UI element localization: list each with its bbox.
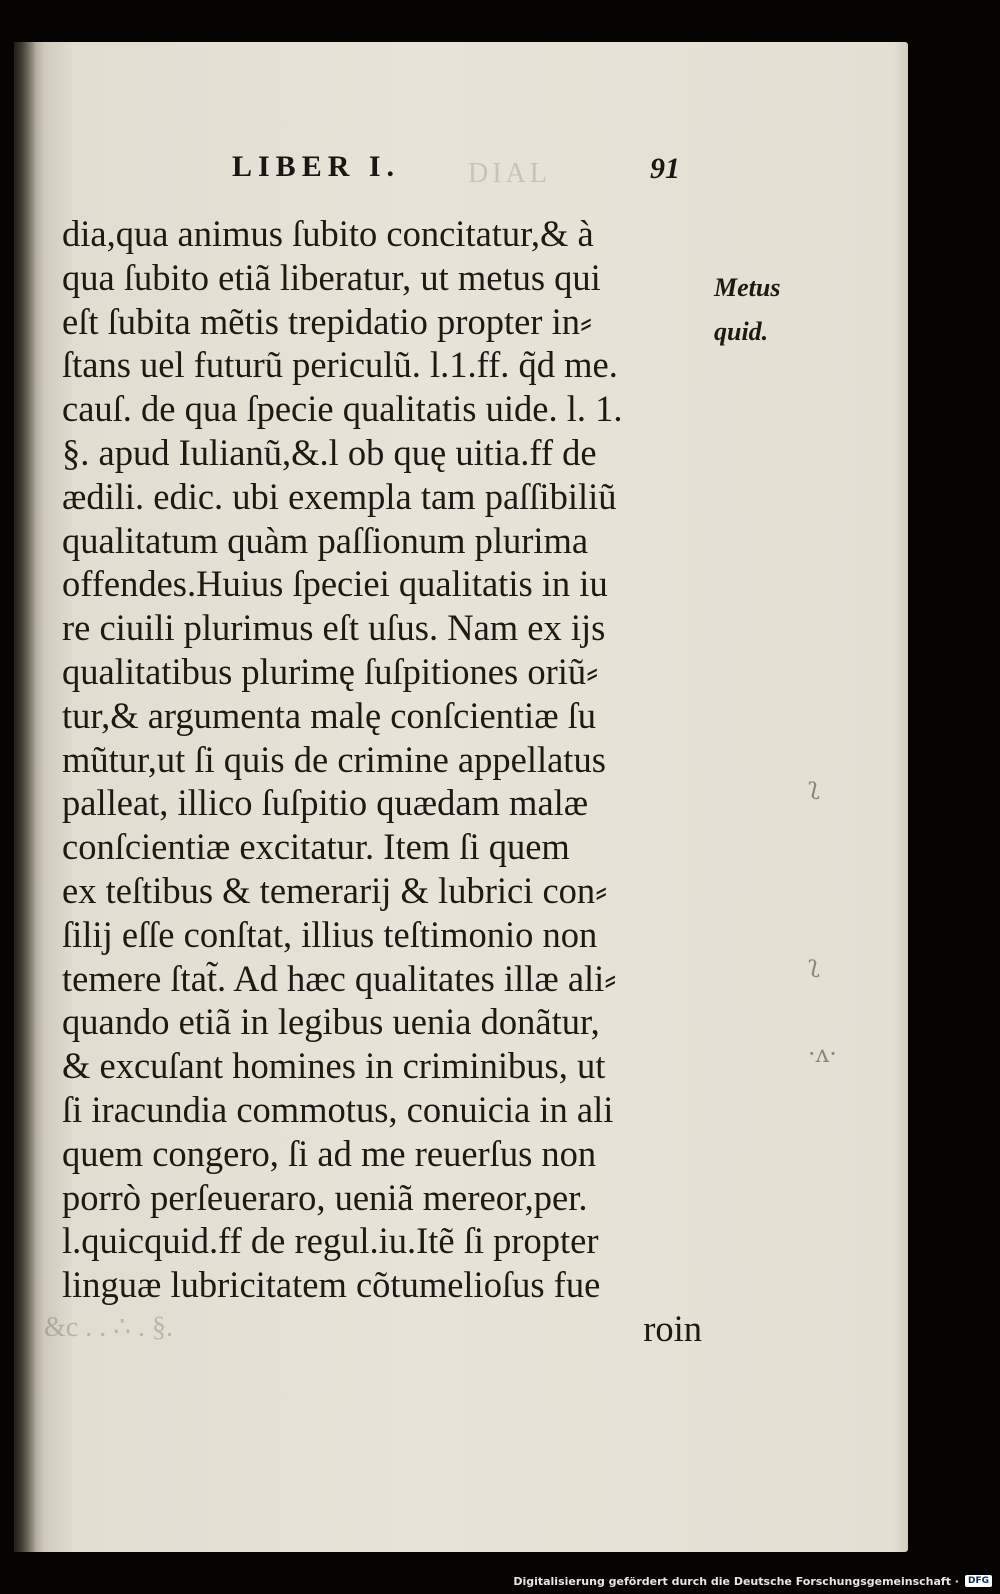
text-line: §. apud Iulianũ,&.l ob quę uitia.ff de (62, 431, 597, 473)
text-line: & excuſant homines in criminibus, ut (62, 1045, 606, 1087)
running-head: LIBER I. (232, 150, 401, 183)
digitization-footer (513, 1570, 992, 1592)
catchword: roin (643, 1307, 702, 1349)
text-line: porrò perſeueraro, ueniã mereor,per. (62, 1176, 588, 1218)
bleed-through-text: DIAL (468, 158, 551, 189)
text-line: ſtans uel futurũ periculũ. l.1.ff. q̃d me. (62, 344, 618, 386)
bleed-through-mark: ʅ (808, 772, 820, 800)
text-line: l.quicquid.ff de regul.iu.Itẽ ſi propter (62, 1220, 599, 1262)
text-line: ædili. edic. ubi exempla tam paſſibiliũ (62, 475, 617, 517)
text-line: quem congero, ſi ad me reuerſus non (62, 1132, 597, 1174)
text-line: dia,qua animus ſubito concitatur,& à (62, 213, 594, 254)
bleed-through-mark: ·ʌ· (808, 1040, 837, 1068)
text-line: offendes.Huius ſpeciei qualitatis in iu (62, 563, 608, 605)
text-line: qualitatum quàm paſſionum plurima (62, 519, 589, 561)
marginal-note-line: Metus (714, 273, 781, 302)
footer-credit: Digitalisierung gefördert durch die Deutsche Forschungsgemeinschaft · (513, 1574, 959, 1588)
text-line: qualitatibus plurimę ſuſpitiones oriũ⸗ (62, 650, 599, 692)
bleed-through-mark: ʅ (808, 950, 820, 978)
text-line: eſt ſubita mẽtis trepidatio propter in⸗ (62, 300, 593, 342)
text-line: linguæ lubricitatem cõtumelioſus fue (62, 1264, 601, 1306)
text-line: ſi iracundia commotus, conuicia in ali (62, 1088, 614, 1130)
page-number: 91 (650, 152, 680, 185)
page-gutter-shadow (14, 42, 36, 1552)
text-line: mũtur,ut ſi quis de crimine appellatus (62, 738, 606, 780)
bleed-through-text: &c . . ∴ . §. (44, 1312, 174, 1343)
text-line: cauſ. de qua ſpecie qualitatis uide. l. 1. (62, 388, 623, 430)
text-line: qua ſubito etiã liberatur, ut metus qui (62, 256, 601, 298)
dfg-logo: DFG (965, 1575, 992, 1587)
text-line: conſcientiæ excitatur. Item ſi quem (62, 826, 570, 868)
text-line: ſilij eſſe conſtat, illius teſtimonio non (62, 913, 598, 955)
text-line: tur,& argumenta malę conſcientiæ ſu (62, 694, 597, 736)
marginal-note (714, 266, 780, 354)
marginal-note-line: quid. (714, 317, 769, 346)
text-line: re ciuili plurimus eſt uſus. Nam ex ijs (62, 607, 606, 649)
text-line: temere ſtat̃. Ad hæc qualitates illæ ali⸗ (62, 957, 617, 999)
text-line: quando etiã in legibus uenia donãtur, (62, 1001, 600, 1043)
text-line: ex teſtibus & temerarij & lubrici con⸗ (62, 869, 608, 911)
body-text (62, 212, 702, 1351)
text-line: palleat, illico ſuſpitio quædam malæ (62, 782, 589, 824)
